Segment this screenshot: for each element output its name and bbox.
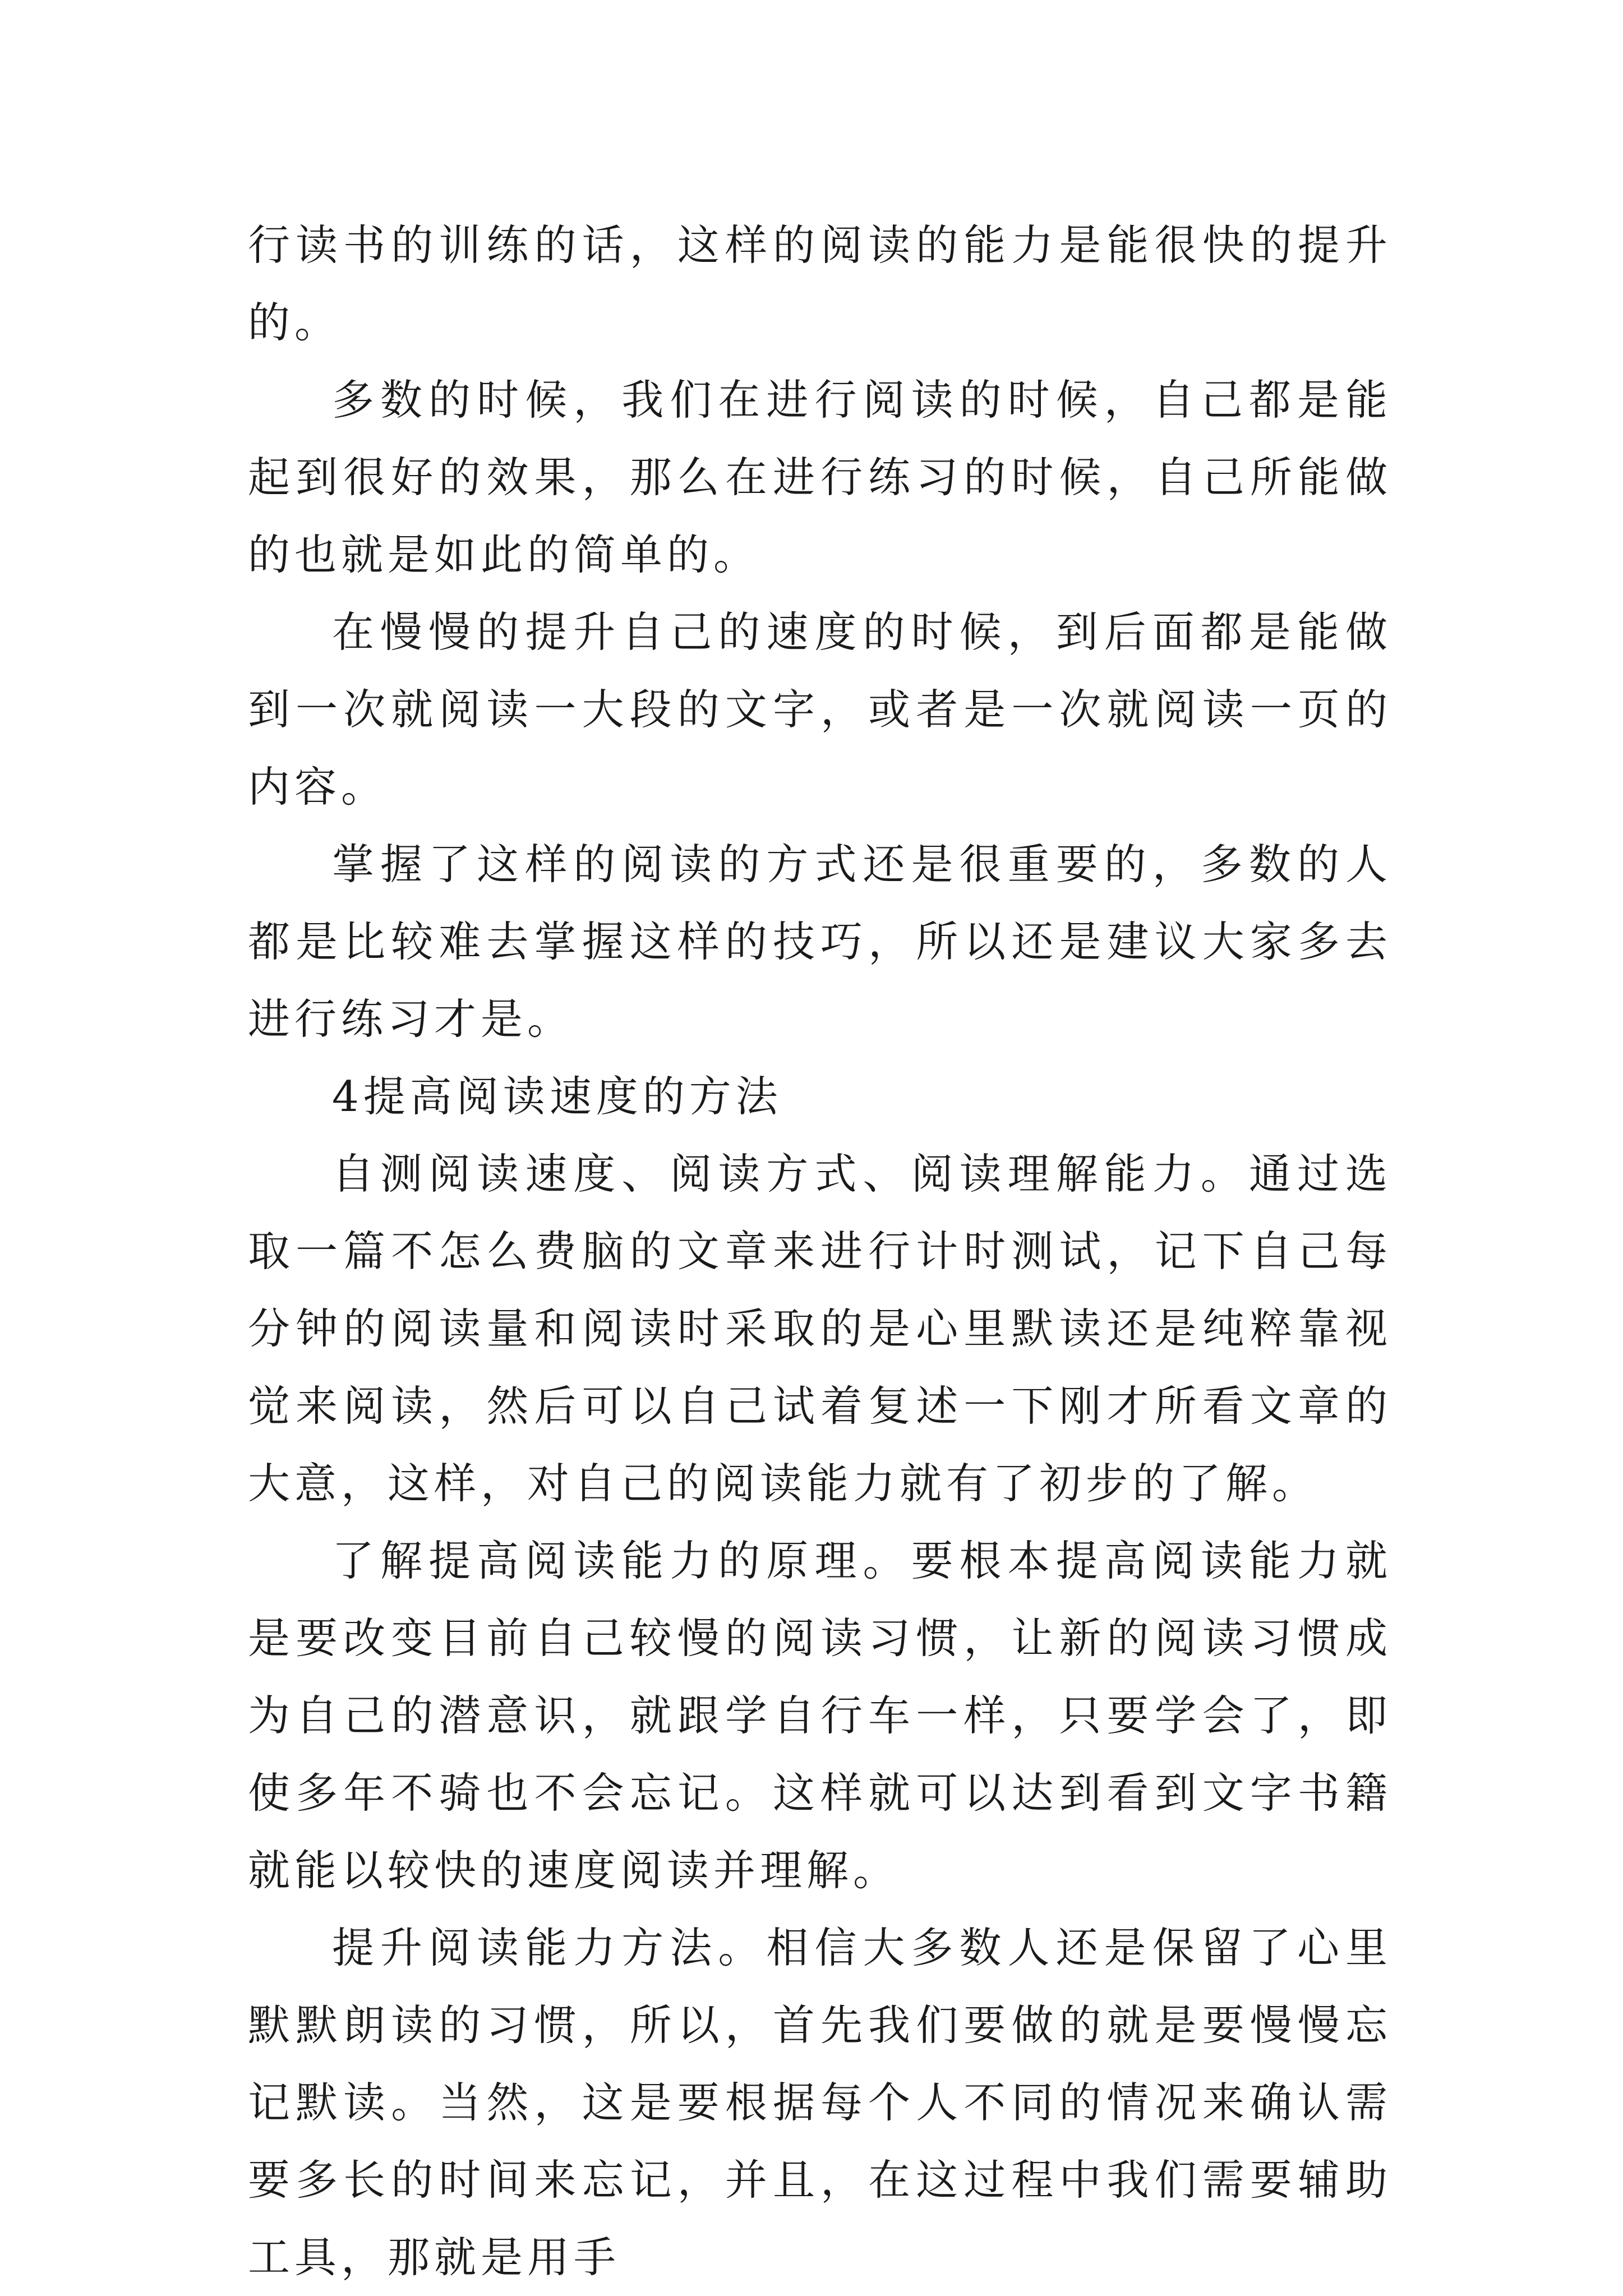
paragraph-6: 了解提高阅读能力的原理。要根本提高阅读能力就是要改变目前自己较慢的阅读习惯，让新的阅读习惯成为自己的潜意识，就跟学自行车一样，只要学会了，即使多年不骑也不会忘记。这样就可以达到看到文字书籍就能以较快的速度阅读并理解。: [248, 1536, 1392, 1895]
section-heading: 4提高阅读速度的方法: [332, 1072, 782, 1121]
paragraph-4: 掌握了这样的阅读的方式还是很重要的，多数的人都是比较难去掌握这样的技巧，所以还是建议大家多去进行练习才是。: [248, 840, 1392, 1044]
paragraph-7: 提升阅读能力方法。相信大多数人还是保留了心里默默朗读的习惯，所以，首先我们要做的就是要慢慢忘记默读。当然，这是要根据每个人不同的情况来确认需要多长的时间来忘记，并且，在这过程中我们需要辅助工具，那就是用手: [248, 1923, 1392, 2282]
paragraph-5: 自测阅读速度、阅读方式、阅读理解能力。通过选取一篇不怎么费脑的文章来进行计时测试，记下自己每分钟的阅读量和阅读时采取的是心里默读还是纯粹靠视觉来阅读，然后可以自己试着复述一下刚才所看文章的大意，这样，对自己的阅读能力就有了初步的了解。: [248, 1149, 1392, 1508]
paragraph-3: 在慢慢的提升自己的速度的时候，到后面都是能做到一次就阅读一大段的文字，或者是一次就阅读一页的内容。: [248, 607, 1392, 812]
paragraph-2: 多数的时候，我们在进行阅读的时候，自己都是能起到很好的效果，那么在进行练习的时候，自己所能做的也就是如此的简单的。: [248, 375, 1392, 579]
paragraph-1: 行读书的训练的话，这样的阅读的能力是能很快的提升的。: [248, 220, 1392, 347]
document-body: [248, 206, 1392, 2296]
